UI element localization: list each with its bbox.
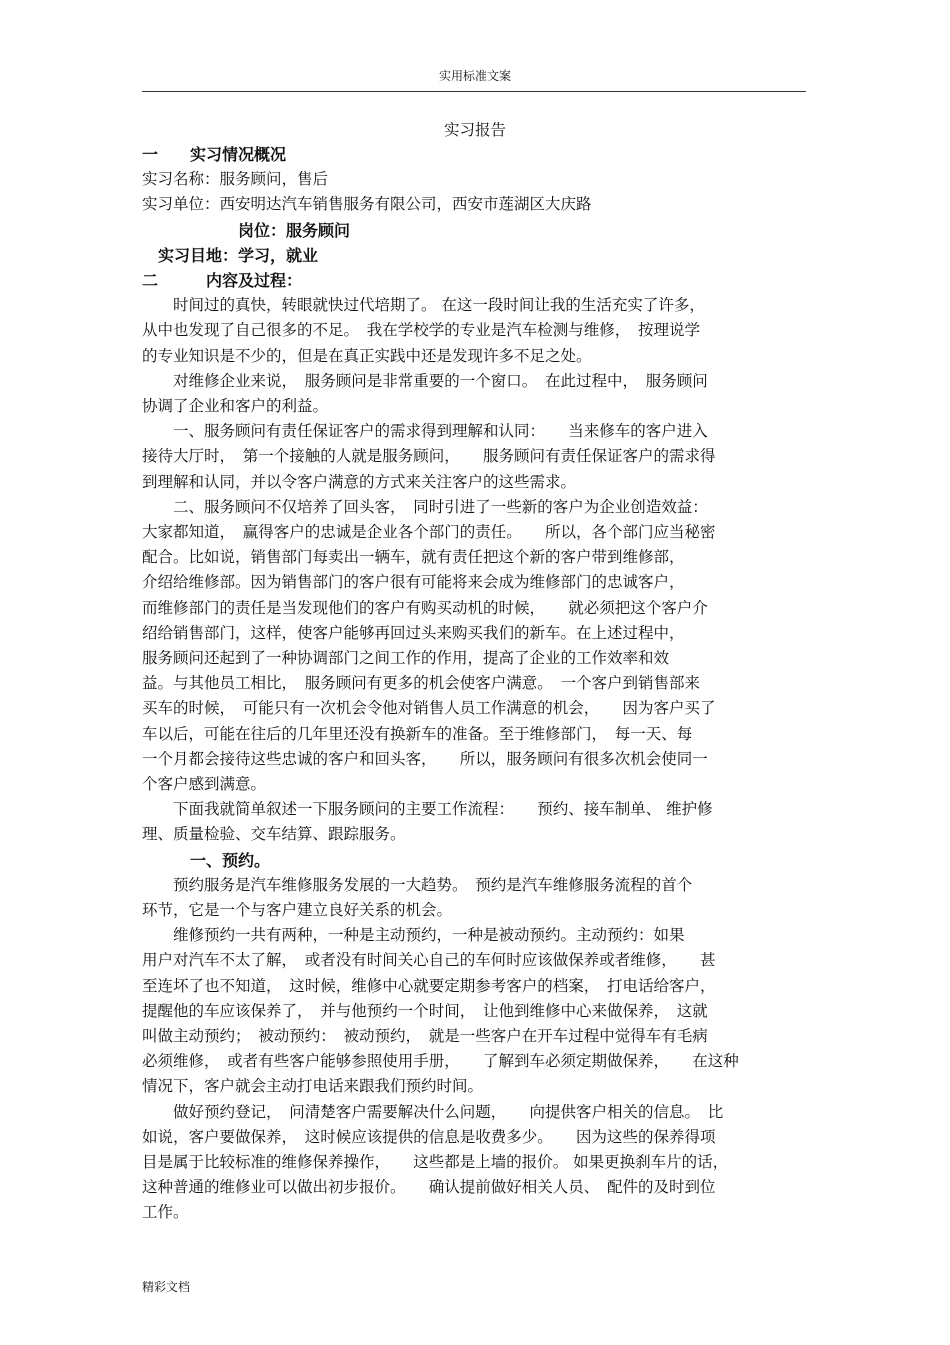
paragraph-line: 用户对汽车不太了解， 或者没有时间关心自己的车何时应该做保养或者维修， 甚 bbox=[142, 951, 716, 970]
paragraph-line: 协调了企业和客户的利益。 bbox=[142, 397, 329, 415]
paragraph-line: 而维修部门的责任是当发现他们的客户有购买动机的时候， 就必须把这个客户介 bbox=[142, 598, 708, 617]
paragraph-line: 对维修企业来说， 服务顾问是非常重要的一个窗口。 在此过程中， 服务顾问 bbox=[142, 371, 708, 390]
paragraph-line: 车以后，可能在往后的几年里还没有换新车的准备。至于维修部门， 每一天、每 bbox=[142, 724, 693, 743]
paragraph-line: 维修预约一共有两种，一种是主动预约，一种是被动预约。主动预约：如果 bbox=[142, 926, 685, 945]
paragraph-line: 环节，它是一个与客户建立良好关系的机会。 bbox=[142, 901, 453, 919]
paragraph-line: 二、服务顾问不仅培养了回头客， 同时引进了一些新的客户为企业创造效益： bbox=[142, 497, 708, 516]
paragraph-line: 如说，客户要做保养， 这时候应该提供的信息是收费多少。 因为这些的保养得项 bbox=[142, 1127, 716, 1146]
paragraph-line: 必须维修， 或者有些客户能够参照使用手册， 了解到车必须定期做保养， 在这种 bbox=[142, 1052, 739, 1071]
paragraph-line: 预约服务是汽车维修服务发展的一大趋势。 预约是汽车维修服务流程的首个 bbox=[142, 875, 693, 894]
section-heading: 实习目地：学习，就业 bbox=[142, 245, 319, 265]
header-divider bbox=[142, 91, 806, 92]
paragraph-line: 理、质量检验、交车结算、跟踪服务。 bbox=[142, 825, 406, 844]
paragraph-line: 至连坏了也不知道， 这时候，维修中心就要定期参考客户的档案， 打电话给客户， bbox=[142, 976, 716, 995]
page-footer: 精彩文档 bbox=[142, 1280, 191, 1294]
paragraph-line: 介绍给维修部。因为销售部门的客户很有可能将来会成为维修部门的忠诚客户， bbox=[142, 573, 685, 592]
paragraph-line: 益。与其他员工相比， 服务顾问有更多的机会使客户满意。 一个客户到销售部来 bbox=[142, 674, 701, 693]
page-header: 实用标准文案 bbox=[438, 69, 511, 83]
paragraph-line: 实习单位：西安明达汽车销售服务有限公司，西安市莲湖区大庆路 bbox=[142, 195, 592, 214]
paragraph-line: 做好预约登记， 问清楚客户需要解决什么问题， 向提供客户相关的信息。 比 bbox=[142, 1102, 724, 1121]
paragraph-line: 绍给销售部门，这样，使客户能够再回过头来购买我们的新车。在上述过程中， bbox=[142, 623, 685, 642]
paragraph-line: 大家都知道， 赢得客户的忠诚是企业各个部门的责任。 所以，各个部门应当秘密 bbox=[142, 523, 716, 541]
paragraph-line: 目是属于比较标准的维修保养操作， 这些都是上墙的报价。 如果更换刹车片的话， bbox=[142, 1153, 729, 1171]
paragraph-line: 叫做主动预约； 被动预约： 被动预约， 就是一些客户在开车过程中觉得车有毛病 bbox=[142, 1027, 708, 1045]
paragraph-line: 服务顾问还起到了一种协调部门之间工作的作用，提高了企业的工作效率和效 bbox=[142, 649, 670, 667]
paragraph-line: 工作。 bbox=[142, 1203, 189, 1222]
paragraph-line: 买车的时候， 可能只有一次机会令他对销售人员工作满意的机会， 因为客户买了 bbox=[142, 699, 716, 718]
section-heading: 二 内容及过程： bbox=[142, 271, 303, 290]
paragraph-line: 情况下，客户就会主动打电话来跟我们预约时间。 bbox=[142, 1077, 484, 1096]
paragraph-line: 一、服务顾问有责任保证客户的需求得到理解和认同： 当来修车的客户进入 bbox=[142, 422, 708, 441]
paragraph-line: 一个月都会接待这些忠诚的客户和回头客， 所以，服务顾问有很多次机会使同一 bbox=[142, 749, 708, 768]
paragraph-line: 到理解和认同，并以令客户满意的方式来关注客户的这些需求。 bbox=[142, 472, 577, 491]
section-heading: 一 实习情况概况 bbox=[142, 145, 287, 164]
paragraph-line: 配合。比如说，销售部门每卖出一辆车，就有责任把这个新的客户带到维修部， bbox=[142, 548, 685, 567]
paragraph-line: 的专业知识是不少的，但是在真正实践中还是发现许多不足之处。 bbox=[142, 346, 592, 365]
paragraph-line: 提醒他的车应该保养了， 并与他预约一个时间， 让他到维修中心来做保养， 这就 bbox=[142, 1001, 708, 1020]
paragraph-line: 从中也发现了自己很多的不足。 我在学校学的专业是汽车检测与维修， 按理说学 bbox=[142, 321, 701, 340]
paragraph-line: 时间过的真快，转眼就快过代培期了。 在这一段时间让我的生活充实了许多， bbox=[142, 296, 705, 315]
paragraph-line: 接待大厅时， 第一个接触的人就是服务顾问， 服务顾问有责任保证客户的需求得 bbox=[142, 447, 716, 466]
document-title: 实习报告 bbox=[443, 121, 506, 139]
paragraph-line: 个客户感到满意。 bbox=[142, 775, 267, 793]
paragraph-line: 这种普通的维修业可以做出初步报价。 确认提前做好相关人员、 配件的及时到位 bbox=[142, 1178, 716, 1197]
section-heading: 岗位：服务顾问 bbox=[142, 220, 351, 240]
paragraph-line: 下面我就简单叙述一下服务顾问的主要工作流程： 预约、接车制单、 维护修 bbox=[142, 800, 713, 819]
paragraph-line: 实习名称：服务顾问，售后 bbox=[142, 170, 329, 189]
section-heading: 一、预约。 bbox=[142, 850, 271, 870]
